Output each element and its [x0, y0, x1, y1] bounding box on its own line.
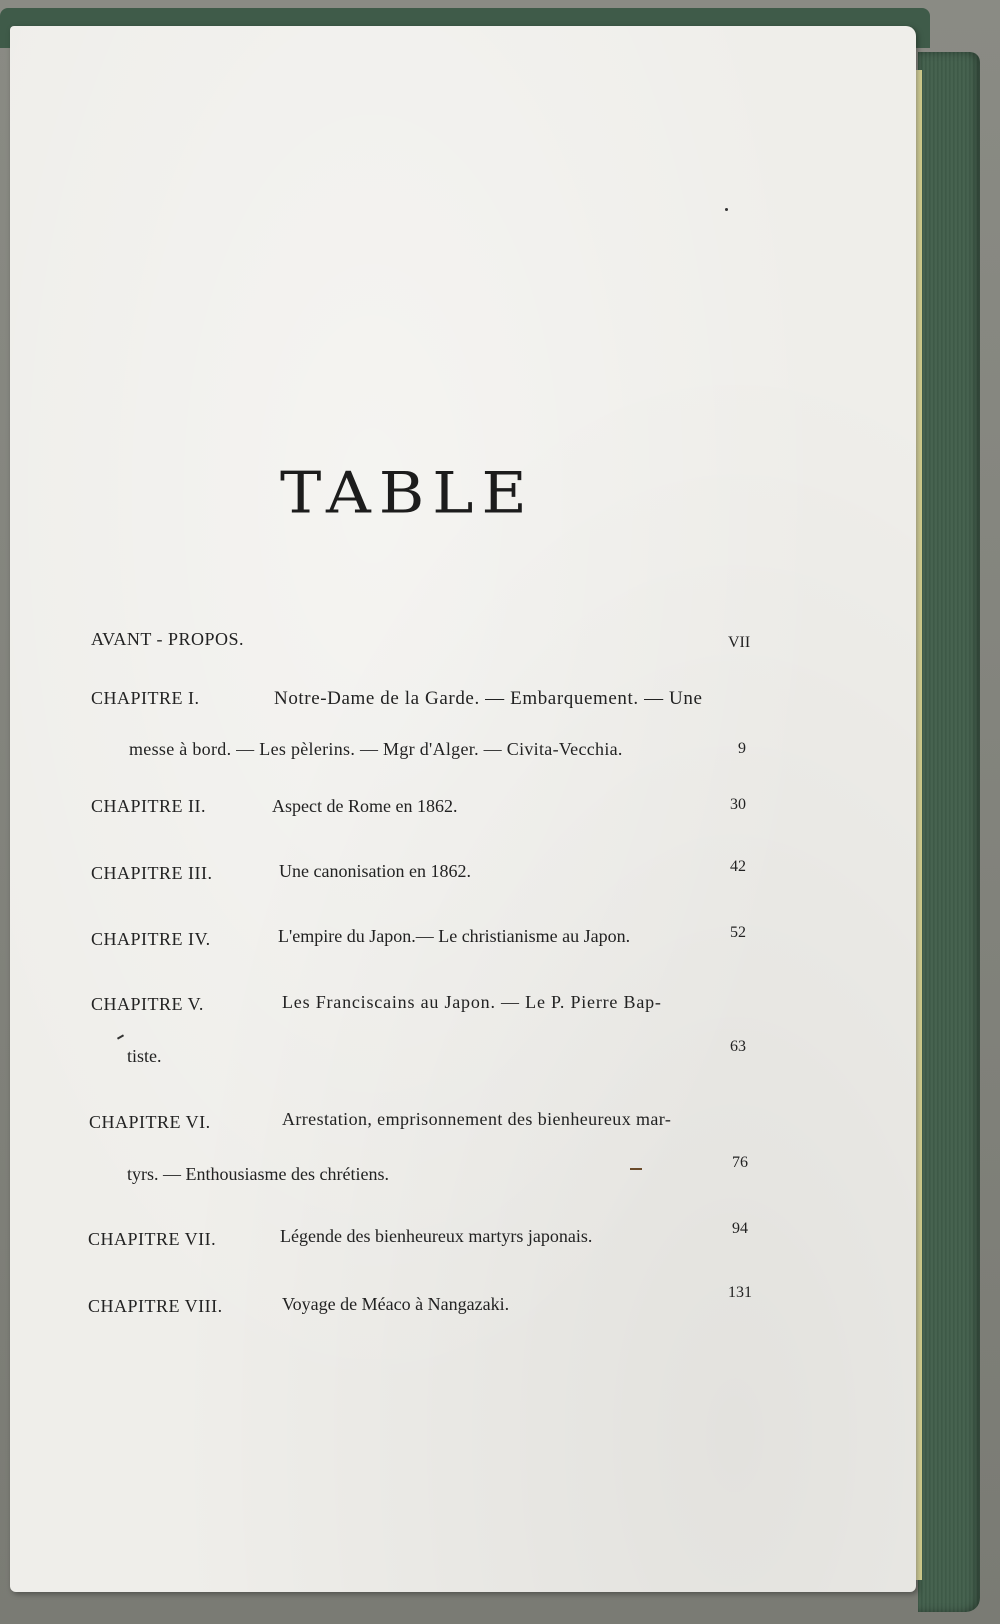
toc-entry-chapitre-5	[91, 994, 204, 1015]
toc-entry-page: 9	[738, 740, 746, 757]
toc-entry-page: VII	[728, 634, 751, 651]
toc-entry-chapitre-7	[88, 1229, 216, 1250]
book-cloth-cover	[918, 52, 980, 1612]
toc-entry-text: Les Franciscains au Japon. — Le P. Pierre Bap-	[282, 992, 662, 1012]
toc-entry-text: Une canonisation en 1862.	[279, 861, 471, 881]
toc-entry-page: 131	[728, 1284, 752, 1301]
toc-entry-label: CHAPITRE V.	[91, 994, 204, 1014]
toc-entry-text: Voyage de Méaco à Nangazaki.	[282, 1294, 510, 1314]
toc-entry-page: 94	[732, 1220, 748, 1237]
toc-entry-label: AVANT - PROPOS.	[91, 629, 245, 649]
toc-entry-label: CHAPITRE III.	[91, 863, 213, 883]
toc-entry-text: Arrestation, emprisonnement des bienheureux mar-	[282, 1109, 672, 1129]
toc-entry-chapitre-6	[89, 1112, 211, 1133]
toc-entry-text: Notre-Dame de la Garde. — Embarquement. — Une	[274, 688, 703, 709]
toc-entry-chapitre-4	[91, 929, 211, 950]
toc-entry-text: Légende des bienheureux martyrs japonais.	[280, 1226, 593, 1246]
toc-entry-text: L'empire du Japon.— Le christianisme au Japon.	[278, 926, 631, 946]
toc-entry-continuation: tiste.	[127, 1046, 162, 1066]
toc-entry-chapitre-8	[88, 1296, 223, 1317]
paper-speck	[630, 1168, 642, 1170]
page-title: TABLE	[280, 458, 535, 527]
toc-entry-label: CHAPITRE VII.	[88, 1229, 217, 1249]
toc-entry-continuation: messe à bord. — Les pèlerins. — Mgr d'Alger. — Civita-Vecchia.	[129, 739, 623, 759]
toc-entry-page: 42	[730, 858, 746, 875]
toc-entry-chapitre-3	[91, 863, 213, 884]
toc-entry-page: 52	[730, 924, 746, 941]
toc-entry-chapitre-1	[91, 688, 200, 709]
toc-entry-avant-propos	[91, 629, 244, 650]
toc-entry-continuation: tyrs. — Enthousiasme des chrétiens.	[127, 1164, 389, 1184]
toc-entry-label: CHAPITRE II.	[91, 796, 206, 816]
toc-entry-label: CHAPITRE VI.	[89, 1112, 211, 1132]
toc-entry-text: Aspect de Rome en 1862.	[272, 796, 458, 816]
toc-entry-page: 76	[732, 1154, 748, 1171]
toc-entry-label: CHAPITRE IV.	[91, 929, 211, 949]
toc-entry-label: CHAPITRE VIII.	[88, 1296, 223, 1316]
toc-entry-label: CHAPITRE I.	[91, 688, 200, 708]
toc-entry-chapitre-2	[91, 796, 206, 817]
book-page	[10, 26, 916, 1592]
table-of-contents	[10, 26, 916, 1592]
paper-speck	[725, 208, 728, 211]
toc-entry-page: 30	[730, 796, 746, 813]
toc-entry-page: 63	[730, 1038, 746, 1055]
